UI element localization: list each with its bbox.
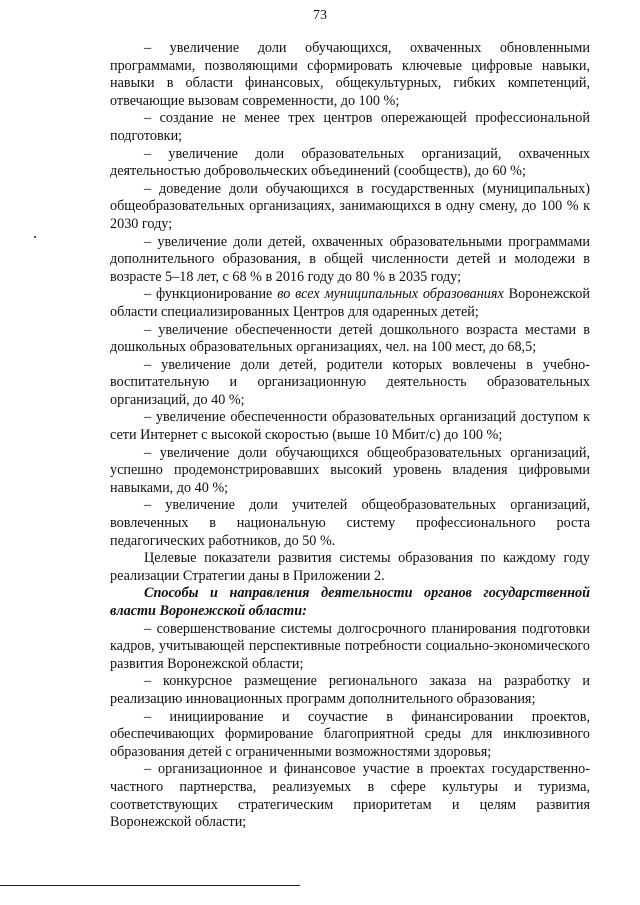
paragraph: Целевые показатели развития системы образования по каждому году реализации Стратегии даны в Приложении 2.	[110, 550, 590, 584]
paragraph	[110, 286, 590, 321]
paragraph: – увеличение обеспеченности образовательных организаций доступом к сети Интернет с высокой скоростью (выше 10 Мбит/с) до 100 %;	[110, 409, 590, 444]
paragraph: – увеличение доли обучающихся, охваченных обновленными программами, позволяющими сформировать ключевые цифровые навыки, навыки в области финансовых, общекультурных, гибких компетенций, отвечающие вызовам современности, до 100 %;	[110, 40, 590, 109]
page-number: 73	[313, 8, 327, 23]
paragraph: – увеличение доли детей, родители которых вовлечены в учебно-воспитательную и организационную деятельность образовательных организаций, до 40 %;	[110, 356, 590, 408]
paragraph: – инициирование и соучастие в финансировании проектов, обеспечивающих формирование благоприятной среды для инклюзивного образования детей с ограниченными возможностями здоровья;	[110, 708, 590, 760]
paragraph: – конкурсное размещение регионального заказа на разработку и реализацию инновационных программ дополнительного образования;	[110, 673, 590, 707]
paragraph: – доведение доли обучающихся в государственных (муниципальных) общеобразовательных организациях, занимающихся в одну смену, до 100 % к 2030 году;	[110, 180, 590, 232]
paragraph: – увеличение доли учителей общеобразовательных организаций, вовлеченных в национальную систему профессионального роста педагогических работников, до 50 %.	[110, 497, 590, 549]
paragraph: – увеличение доли образовательных организаций, охваченных деятельностью добровольческих объединений (сообществ), до 60 %;	[110, 145, 590, 180]
paragraph: – увеличение доли детей, охваченных образовательными программами дополнительного образования, в общей численности детей и молодежи в возрасте 5–18 лет, с 68 % в 2016 году до 80 % в 2035 году;	[110, 233, 590, 285]
section-heading: Способы и направления деятельности органов государственной власти Воронежской области:	[110, 585, 590, 619]
margin-mark	[34, 236, 36, 238]
document-body	[110, 40, 590, 832]
footer-rule	[0, 885, 300, 886]
paragraph: – создание не менее трех центров опережающей профессиональной подготовки;	[110, 110, 590, 144]
paragraph: – организационное и финансовое участие в проектах государственно-частного партнерства, реализуемых в сфере культуры и туризма, соответствующих стратегическим приоритетам и целям развития Воронежской области;	[110, 761, 590, 831]
paragraph: – совершенствование системы долгосрочного планирования подготовки кадров, учитывающей перспективные потребности социально-экономического развития Воронежской области;	[110, 620, 590, 672]
paragraph-text: Воронежской области специализированных Центров для одаренных детей;	[110, 286, 590, 320]
paragraph: – увеличение обеспеченности детей дошкольного возраста местами в дошкольных образовательных организациях, чел. на 100 мест, до 68,5;	[110, 321, 590, 356]
paragraph-text: – функционирование	[144, 286, 278, 303]
paragraph: – увеличение доли обучающихся общеобразовательных организаций, успешно продемонстрировавших высокий уровень владения цифровыми навыками, до 40 %;	[110, 444, 590, 496]
paragraph-emphasis: во всех муниципальных образованиях	[277, 286, 504, 303]
